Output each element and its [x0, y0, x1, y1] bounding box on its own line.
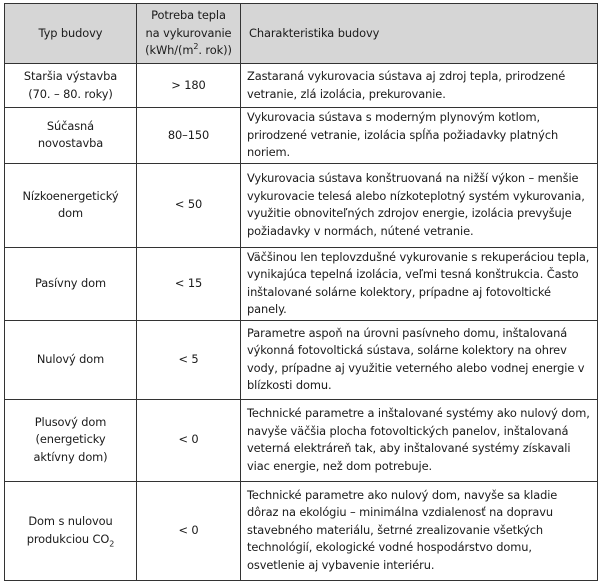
building-type-cell: Staršia výstavba (70. – 80. roky) — [5, 64, 137, 108]
characteristics-cell: Zastaraná vykurovacia sústava aj zdroj tepla, prirodzené vetranie, zlá izolácia, prekurovanie. — [241, 64, 598, 108]
heat-demand-cell: < 0 — [137, 481, 241, 580]
heat-demand-cell: < 50 — [137, 163, 241, 247]
building-type-cell: Dom s nulovou produkciou $CO_2$ — [5, 481, 137, 580]
header-heat-demand: Potreba tepla na vykurovanie ($kWh/(m^2$. rok)) — [137, 4, 241, 64]
heat-demand-cell: > 180 — [137, 64, 241, 108]
heat-demand-cell: < 15 — [137, 247, 241, 320]
characteristics-cell: Parametre aspoň na úrovni pasívneho domu, inštalovaná výkonná fotovoltická sústava, solárne kolektory na ohrev vody, prípadne aj využitie veterného alebo vodnej energie v blízkosti domu. — [241, 320, 598, 399]
characteristics-cell: Vykurovacia sústava konštruovaná na nižší výkon – menšie vykurovacie telesá alebo nízkoteplotný systém vykurovania, využitie obnoviteľných zdrojov energie, izolácia prevyšuje požiadavky v normách, nútené vetranie. — [241, 163, 598, 247]
table-row — [5, 247, 598, 320]
characteristics-cell: Technické parametre a inštalované systémy ako nulový dom, navyše väčšia plocha fotovoltických panelov, inštalovaná veterná elektráreň tak, aby inštalované systémy získavali viac energie, než dom potrebuje. — [241, 399, 598, 481]
table-row — [5, 320, 598, 399]
header-characteristics: Charakteristika budovy — [241, 4, 598, 64]
building-type-cell: Nízkoenergetický dom — [5, 163, 137, 247]
table-row — [5, 108, 598, 164]
characteristics-cell: Väčšinou len teplovzdušné vykurovanie s rekuperáciou tepla, vynikajúca tepelná izolácia, veľmi tesná konštrukcia. Často inštalované solárne kolektory, prípadne aj fotovoltické panely. — [241, 247, 598, 320]
building-type-cell: Plusový dom (energeticky aktívny dom) — [5, 399, 137, 481]
table-row — [5, 399, 598, 481]
heat-demand-cell: < 5 — [137, 320, 241, 399]
building-type-cell: Nulový dom — [5, 320, 137, 399]
heat-demand-cell: 80–150 — [137, 108, 241, 164]
building-type-cell: Súčasná novostavba — [5, 108, 137, 164]
building-type-cell: Pasívny dom — [5, 247, 137, 320]
table-row — [5, 481, 598, 580]
characteristics-cell: Technické parametre ako nulový dom, navyše sa kladie dôraz na ekológiu – minimálna vzdialenosť na dopravu stavebného materiálu, šetrné zrealizovanie všetkých technológií, ekologické vodné hospodárstvo domu, osvetlenie aj vybavenie interiéru. — [241, 481, 598, 580]
table-row — [5, 64, 598, 108]
table-row — [5, 163, 598, 247]
header-building-type: Typ budovy — [5, 4, 137, 64]
building-types-table — [4, 3, 598, 581]
header-row — [5, 4, 598, 64]
characteristics-cell: Vykurovacia sústava s moderným plynovým kotlom, prirodzené vetranie, izolácia spĺňa požiadavky platných noriem. — [241, 108, 598, 164]
heat-demand-cell: < 0 — [137, 399, 241, 481]
